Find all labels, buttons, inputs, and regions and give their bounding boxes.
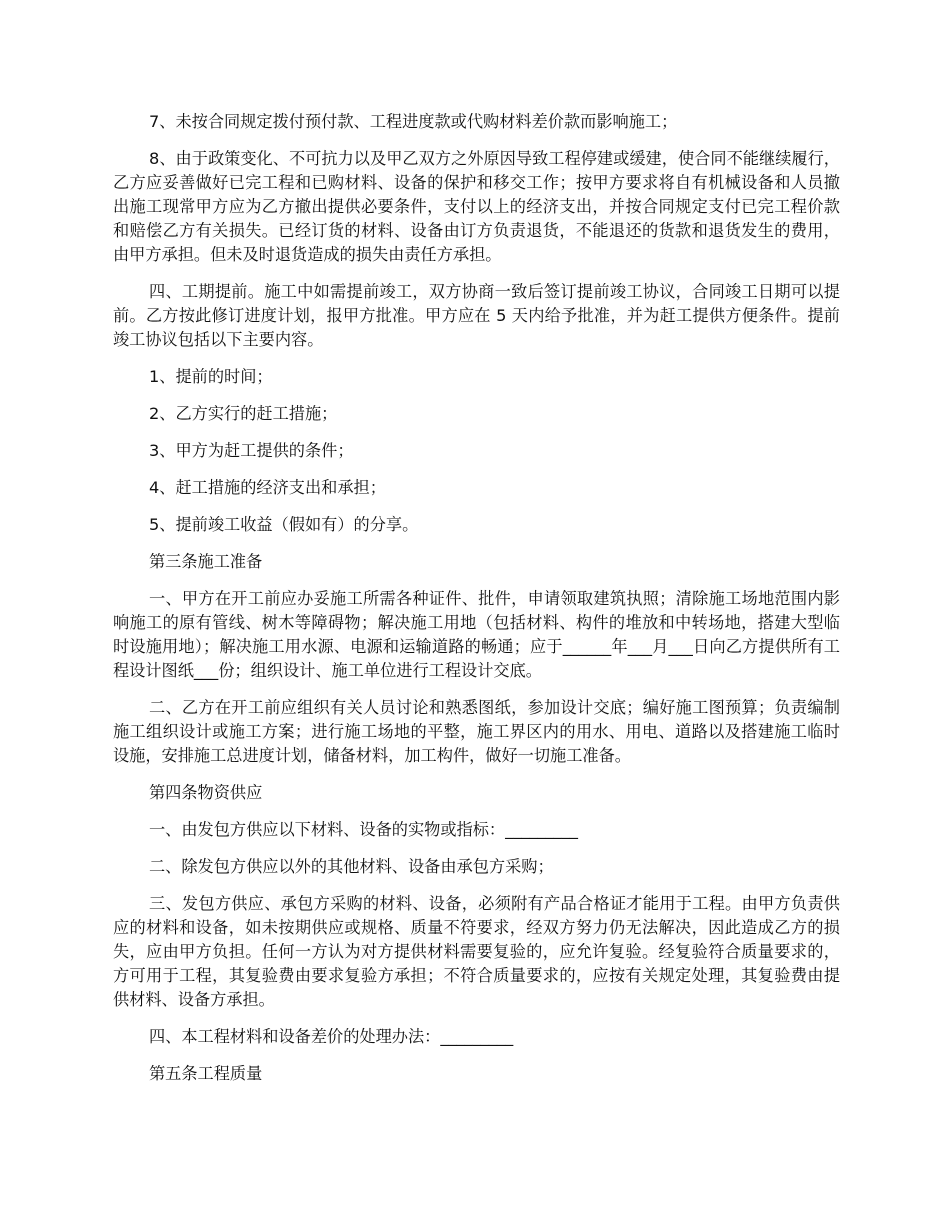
list-item: 4、赶工措施的经济支出和承担； xyxy=(149,478,386,497)
document-body xyxy=(113,110,840,1099)
paragraph: 四、本工程材料和设备差价的处理办法：_________ xyxy=(149,1027,514,1046)
paragraph: 一、由发包方供应以下材料、设备的实物或指标：_________ xyxy=(149,820,578,839)
paragraph: 二、除发包方供应以外的其他材料、设备由承包方采购； xyxy=(149,857,554,876)
section-heading: 第五条工程质量 xyxy=(149,1064,263,1083)
paragraph: 8、由于政策变化、不可抗力以及甲乙双方之外原因导致工程停建或缓建，使合同不能继续履行，乙方应妥善做好已完工程和已购材料、设备的保护和移交工作；按甲方要求将自有机械设备和人员撤出施工现常甲方应为乙方撤出提供必要条件，支付以上的经济支出，并按合同规定支付已完工程价款和赔偿乙方有关损失。已经订货的材料、设备由订方负责退货，不能退还的货款和退货发生的费用，由甲方承担。但未及时退货造成的损失由责任方承担。 xyxy=(113,149,840,264)
paragraph: 四、工期提前。施工中如需提前竣工，双方协商一致后签订提前竣工协议，合同竣工日期可以提前。乙方按此修订进度计划，报甲方批准。甲方应在 5 天内给予批准，并为赶工提供方便条件。提前竣工协议包括以下主要内容。 xyxy=(113,282,840,349)
paragraph: 三、发包方供应、承包方采购的材料、设备，必须附有产品合格证才能用于工程。由甲方负责供应的材料和设备，如未按期供应或规格、质量不符要求，经双方努力仍无法解决，因此造成乙方的损失，应由甲方负担。任何一方认为对方提供材料需要复验的，应允许复验。经复验符合质量要求的，方可用于工程，其复验费由要求复验方承担；不符合质量要求的，应按有关规定处理，其复验费由提供材料、设备方承担。 xyxy=(113,894,840,1009)
list-item: 3、甲方为赶工提供的条件； xyxy=(149,441,354,460)
list-item: 2、乙方实行的赶工措施； xyxy=(149,404,338,423)
paragraph: 7、未按合同规定拨付预付款、工程进度款或代购材料差价款而影响施工； xyxy=(149,112,678,131)
paragraph: 一、甲方在开工前应办妥施工所需各种证件、批件，申请领取建筑执照；清除施工场地范围内影响施工的原有管线、树木等障碍物；解决施工用地（包括材料、构件的堆放和中转场地，搭建大型临时设施用地）；解决施工用水源、电源和运输道路的畅通；应于______年___月___日向乙方提供所有工程设计图纸___份；组织设计、施工单位进行工程设计交底。 xyxy=(113,589,840,680)
paragraph: 二、乙方在开工前应组织有关人员讨论和熟悉图纸，参加设计交底；编好施工图预算；负责编制施工组织设计或施工方案；进行施工场地的平整，施工界区内的用水、用电、道路以及搭建施工临时设施，安排施工总进度计划，储备材料，加工构件，做好一切施工准备。 xyxy=(113,698,840,765)
list-item: 1、提前的时间； xyxy=(149,367,273,386)
section-heading: 第三条施工准备 xyxy=(149,552,263,571)
section-heading: 第四条物资供应 xyxy=(149,783,263,802)
list-item: 5、提前竣工收益（假如有）的分享。 xyxy=(149,515,419,534)
